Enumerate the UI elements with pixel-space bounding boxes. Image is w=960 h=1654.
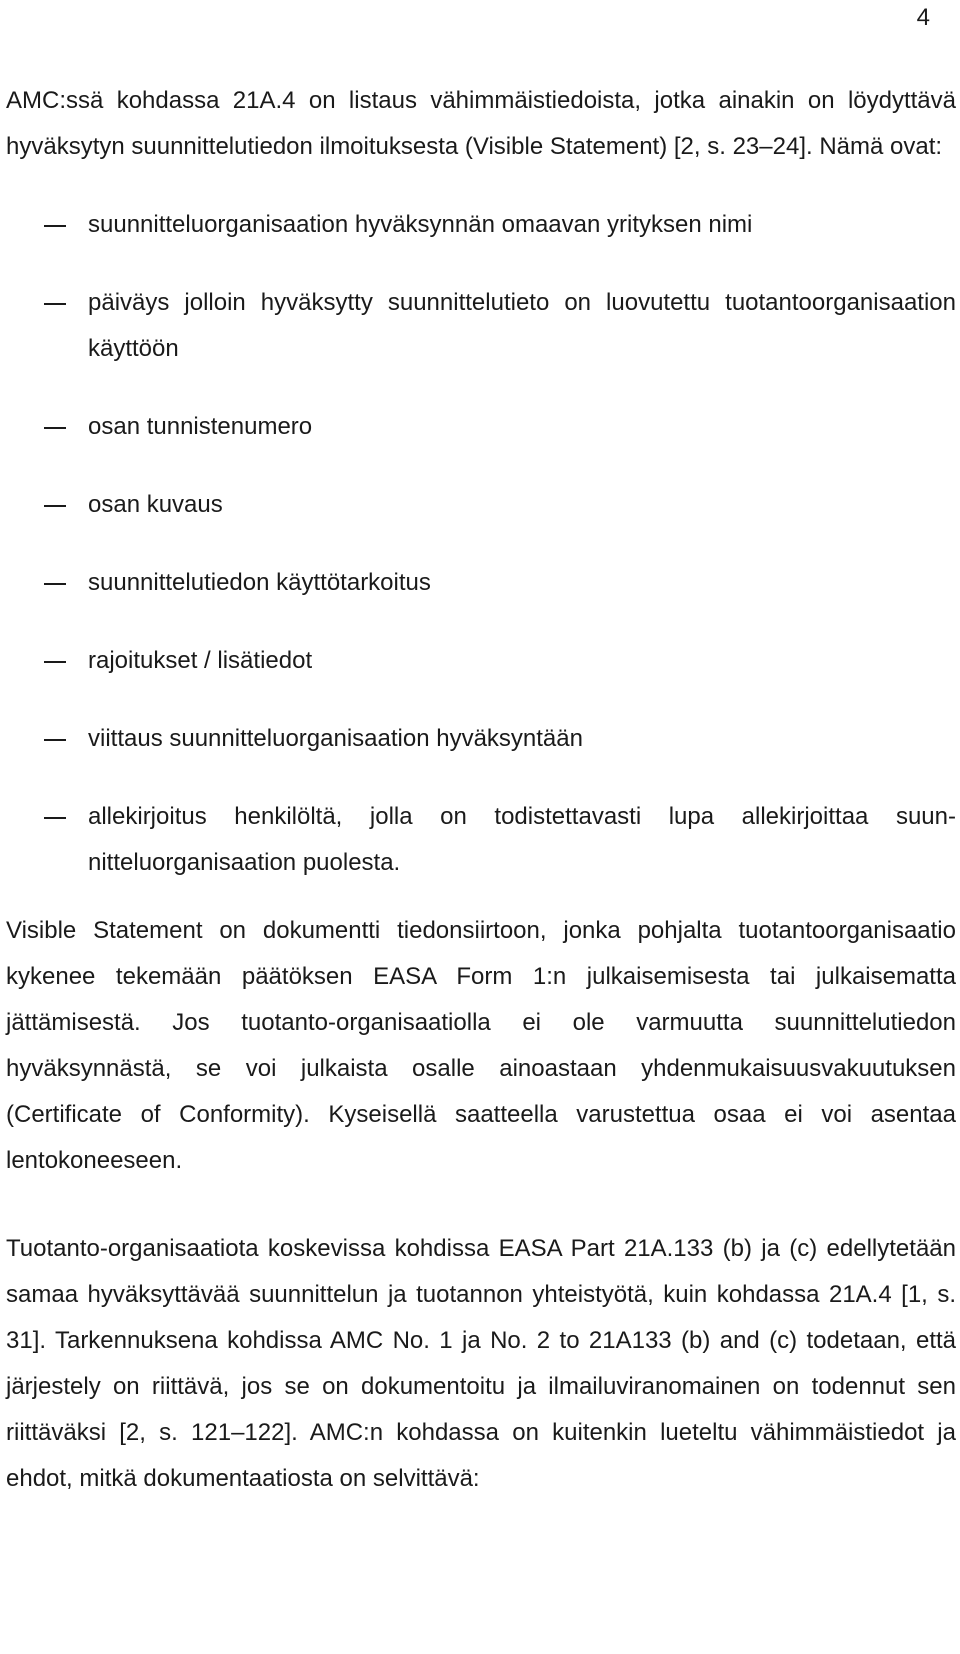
list-item-text: päiväys jolloin hyväksytty suunnittelutieto on luovutettu tuotantoorganisaation käyttöön <box>88 289 956 362</box>
dash-bullet-icon <box>44 303 66 305</box>
list-item <box>6 638 956 684</box>
dash-bullet-icon <box>44 817 66 819</box>
dash-bullet-icon <box>44 225 66 227</box>
list-item-text: viittaus suunnitteluorganisaation hyväksyntään <box>88 725 583 752</box>
list-item-text: osan kuvaus <box>88 491 223 518</box>
list-item-text: allekirjoitus henkilöltä, jolla on todistettavasti lupa allekirjoittaa suunnitteluorganisaation puolesta. <box>88 803 956 876</box>
page-number: 4 <box>916 4 930 31</box>
list-item <box>6 404 956 450</box>
paragraph-production-organisation: Tuotanto-organisaatiota koskevissa kohdissa EASA Part 21A.133 (b) ja (c) edellytetään samaa hyväksyttävää suunnittelun ja tuotannon yhteistyötä, kuin kohdassa 21A.4 [1, s. 31]. Tarkennuksena kohdissa AMC No. 1 ja No. 2 to 21A133 (b) and (c) todetaan, että järjestely on riittävä, jos se on dokumentoitu ja ilmailuviranomainen on todennut sen riittäväksi [2, s. 121–122]. AMC:n kohdassa on kuitenkin lueteltu vähimmäistiedot ja ehdot, mitkä dokumentaatiosta on selvittävä: <box>6 1235 956 1492</box>
dash-bullet-icon <box>44 583 66 585</box>
requirements-list <box>6 202 956 886</box>
paragraph-visible-statement: Visible Statement on dokumentti tiedonsiirtoon, jonka pohjalta tuotantoorganisaatio kykenee tekemään päätöksen EASA Form 1:n julkaisemisesta tai julkaisematta jättämisestä. Jos tuotanto-organisaatiolla ei ole varmuutta suunnittelutiedon hyväksynnästä, se voi julkaista osalle ainoastaan yhdenmukaisuusvakuutuksen (Certificate of Conformity). Kyseisellä saatteella varustettua osaa ei voi asentaa lentokoneeseen. <box>6 917 956 1174</box>
list-item-text: suunnitteluorganisaation hyväksynnän omaavan yrityksen nimi <box>88 211 753 238</box>
list-item <box>6 716 956 762</box>
dash-bullet-icon <box>44 661 66 663</box>
list-item <box>6 794 956 886</box>
list-item <box>6 482 956 528</box>
dash-bullet-icon <box>44 427 66 429</box>
list-item <box>6 280 956 372</box>
list-item-text: rajoitukset / lisätiedot <box>88 647 313 674</box>
intro-paragraph: AMC:ssä kohdassa 21A.4 on listaus vähimmäistiedoista, jotka ainakin on löydyttävä hyväksytyn suunnittelutiedon ilmoituksesta (Visible Statement) [2, s. 23–24]. Nämä ovat: <box>6 87 956 160</box>
list-item <box>6 202 956 248</box>
dash-bullet-icon <box>44 505 66 507</box>
list-item-text: suunnittelutiedon käyttötarkoitus <box>88 569 431 596</box>
page-content <box>0 78 960 1502</box>
list-item <box>6 560 956 606</box>
list-item-text: osan tunnistenumero <box>88 413 313 440</box>
dash-bullet-icon <box>44 739 66 741</box>
